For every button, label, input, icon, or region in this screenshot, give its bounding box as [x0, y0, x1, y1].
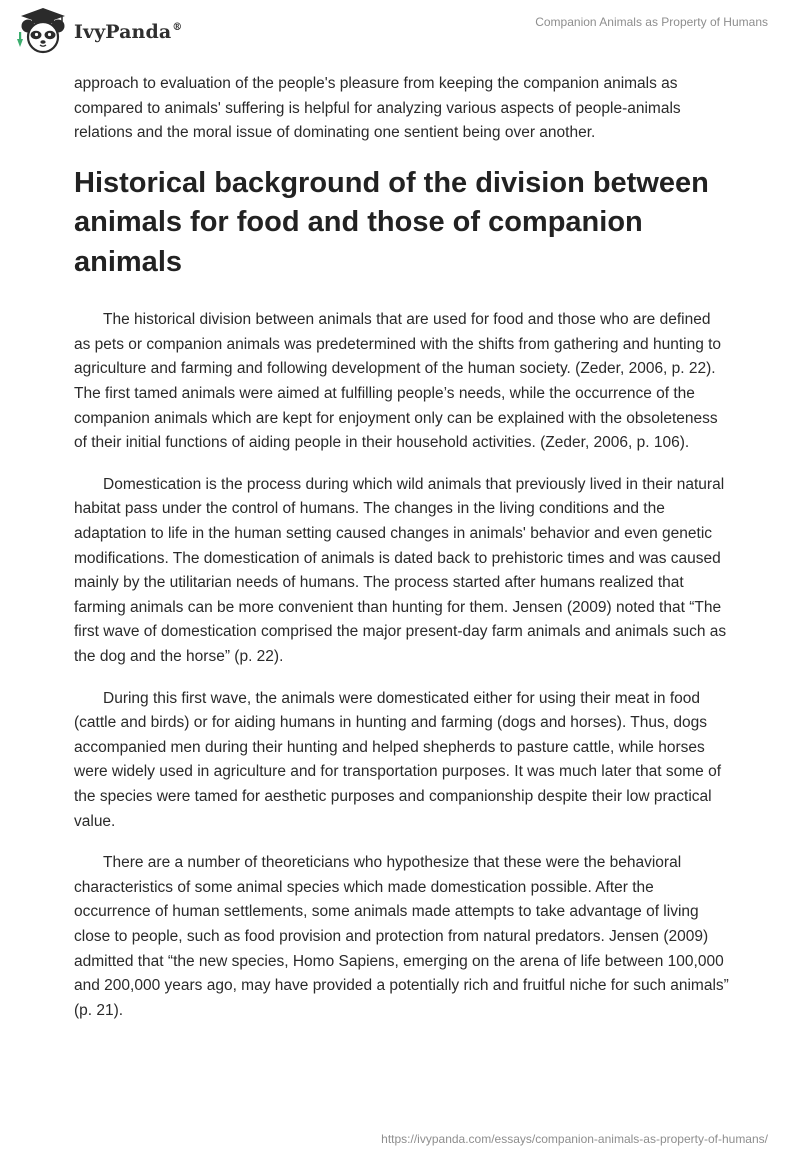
document-title: Companion Animals as Property of Humans	[535, 15, 768, 29]
ivypanda-logo[interactable]	[14, 6, 182, 56]
body-paragraph-4: There are a number of theoreticians who hypothesize that these were the behavioral characteristics of some animal species which made domestication possible. After the occurrence of human settlements, some animals made attempts to take advantage of living close to people, such as food provision and protection from natural predators. Jensen (2009) admitted that “the new species, Homo Sapiens, emerging on the arena of life between 100,000 and 200,000 years ago, may have provided a potentially rich and fruitful niche for such animals” (p. 21).	[74, 854, 729, 1019]
section-heading: Historical background of the division between animals for food and those of companion animals	[74, 166, 709, 278]
page-header	[0, 0, 800, 64]
panda-graduate-icon	[14, 6, 70, 56]
essay-content	[74, 72, 730, 1040]
body-paragraph-3: During this first wave, the animals were domesticated either for using their meat in food (cattle and birds) or for aiding humans in hunting and farming (dogs and horses). Thus, dogs accompanied men during their hunting and helped shepherds to pasture cattle, while horses were widely used in agriculture and for transportation purposes. It was much later that some of the species were tamed for aesthetic purposes and companionship despite their low practical value.	[74, 689, 722, 830]
source-url-link[interactable]: https://ivypanda.com/essays/companion-animals-as-property-of-humans/	[381, 1132, 768, 1146]
registered-mark: ®	[172, 22, 183, 33]
intro-paragraph: approach to evaluation of the people's pleasure from keeping the companion animals as compared to animals' suffering is helpful for analyzing various aspects of people-animals relations and the moral issue of dominating one sentient being over another.	[74, 75, 681, 142]
brand-name: IvyPanda®	[74, 21, 183, 43]
body-paragraph-2: Domestication is the process during which wild animals that previously lived in their natural habitat pass under the control of humans. The changes in the living conditions and the adaptation to life in the human setting caused changes in animals' behavior and even genetic modifications. The domestication of animals is dated back to prehistoric times and was caused mainly by the utilitarian needs of humans. The process started after humans realized that farming animals can be more convenient than hunting for them. Jensen (2009) noted that “The first wave of domestication comprised the major present-day farm animals and animals such as the dog and the horse” (p. 22).	[74, 475, 727, 665]
body-paragraph-1: The historical division between animals that are used for food and those who are defined as pets or companion animals was predetermined with the shifts from gathering and hunting to agriculture and farming and following development of the human society. (Zeder, 2006, p. 22). The first tamed animals were aimed at fulfilling people’s needs, while the occurrence of the companion animals which are kept for enjoyment only can be explained with the obsoleteness of their initial functions of aiding people in their household activities. (Zeder, 2006, p. 106).	[74, 311, 722, 452]
